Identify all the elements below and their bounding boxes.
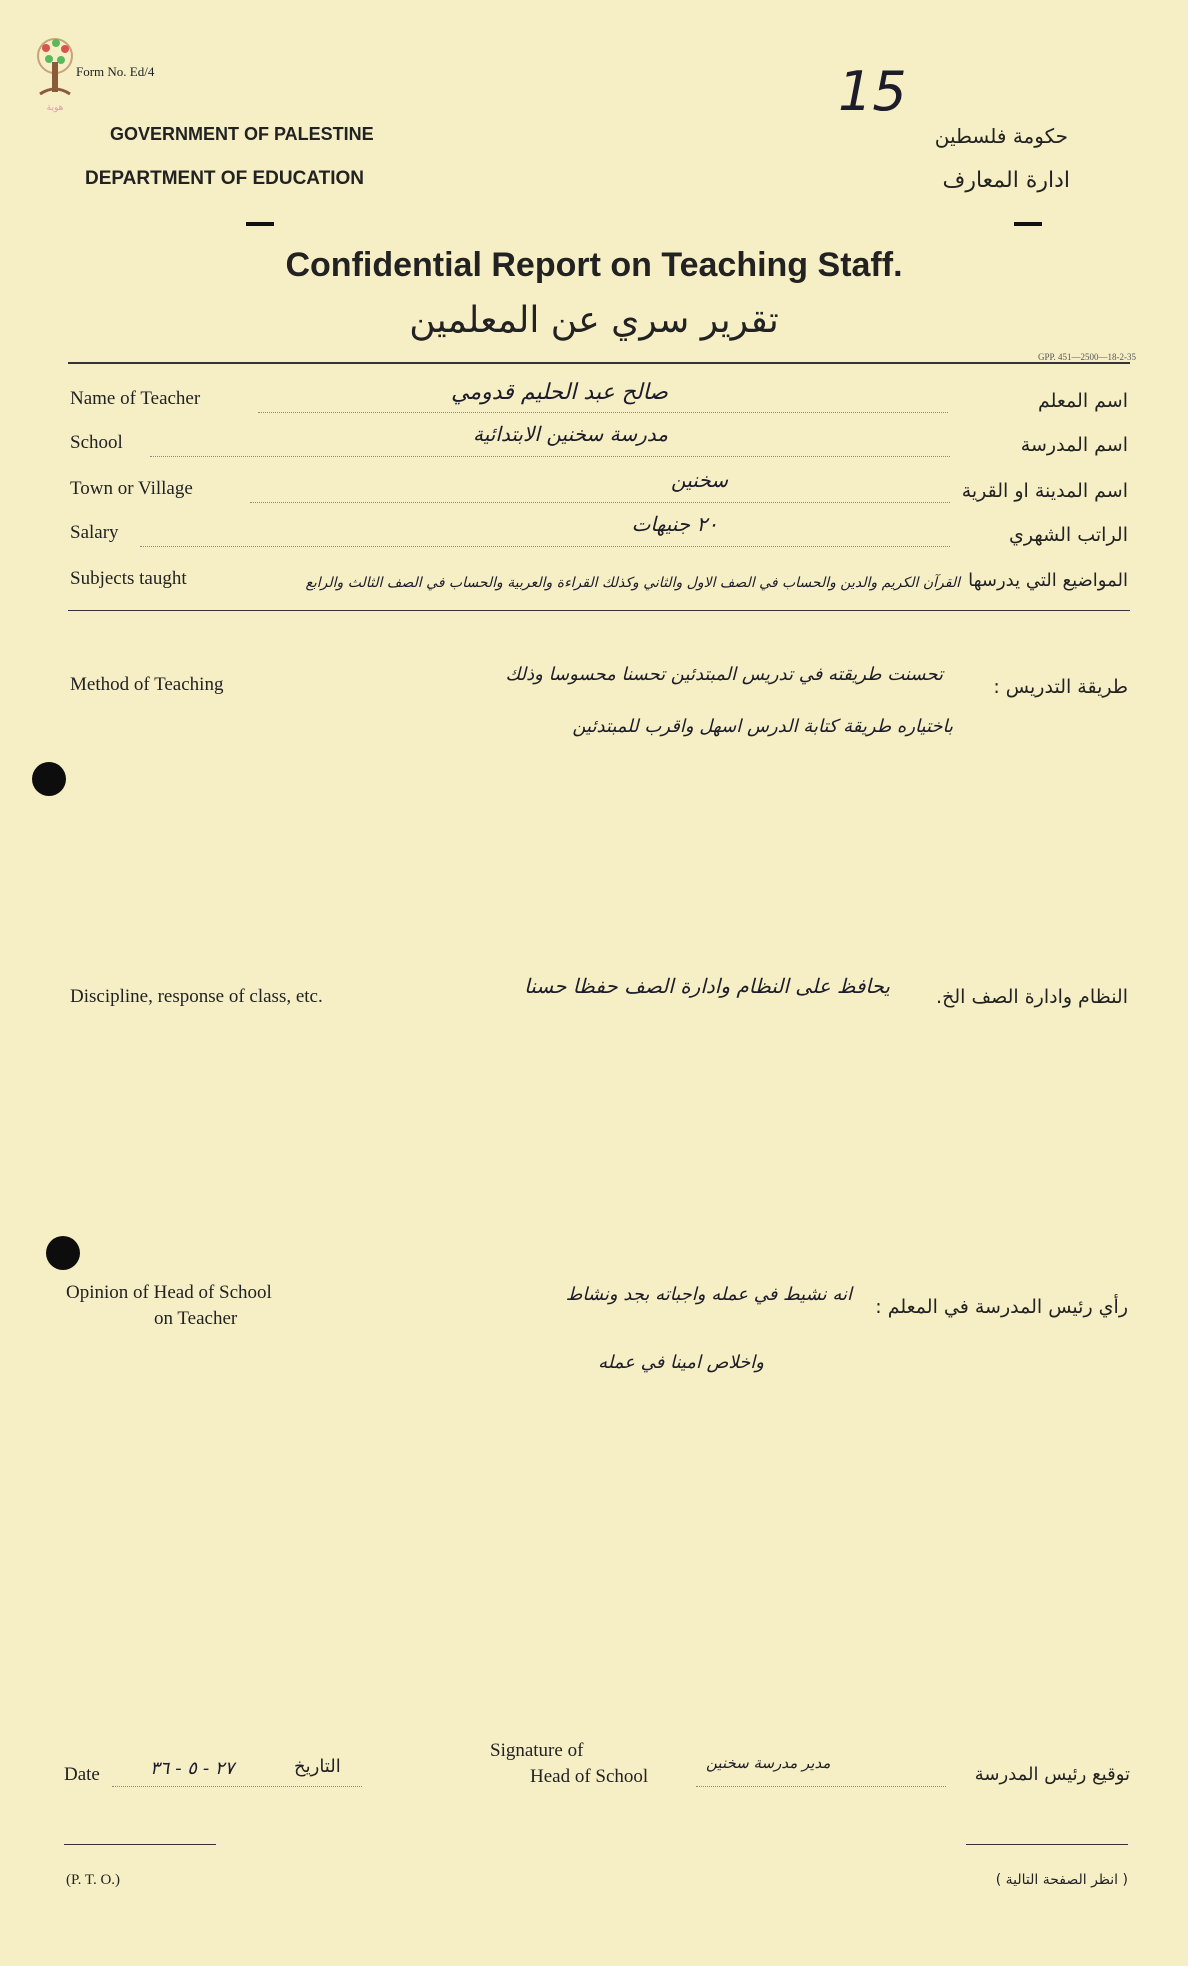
punch-hole <box>46 1236 80 1270</box>
department-heading-ar: ادارة المعارف <box>942 168 1070 193</box>
teacher-name-value: صالح عبد الحليم قدومي <box>451 380 668 405</box>
label-discipline: Discipline, response of class, etc. <box>70 986 323 1007</box>
dotted-line <box>258 412 948 413</box>
footer-rule-right <box>966 1844 1128 1845</box>
government-heading: GOVERNMENT OF PALESTINE <box>110 124 374 144</box>
discipline-value: يحافظ على النظام وادارة الصف حفظا حسنا <box>524 974 890 998</box>
dotted-line <box>696 1786 946 1787</box>
page-number: 15 <box>838 60 907 123</box>
punch-hole <box>32 762 66 796</box>
label-name-of-teacher: Name of Teacher <box>70 388 201 409</box>
pto-note: (P. T. O.) <box>66 1872 121 1888</box>
divider-mark-right <box>1014 222 1042 226</box>
date-value: ٢٧ - ٥ - ٣٦ <box>150 1758 235 1779</box>
dotted-line <box>140 546 950 547</box>
label-salary: Salary <box>70 522 119 543</box>
dotted-line <box>112 1786 362 1787</box>
subjects-value: القرآن الكريم والدين والحساب في الصف الاول والثاني وكذلك القراءة والعربية والحساب في الصف الثالث والرابع <box>305 575 960 591</box>
report-title: Confidential Report on Teaching Staff. <box>285 246 903 284</box>
report-title-ar: تقرير سري عن المعلمين <box>409 300 779 341</box>
label-name-of-teacher-ar: اسم المعلم <box>1037 390 1128 412</box>
fields-rule <box>68 610 1130 611</box>
dotted-line <box>150 456 950 457</box>
opinion-value-line2: واخلاص امينا في عمله <box>598 1352 764 1373</box>
town-value: سخنين <box>671 468 728 492</box>
pto-note-ar: ( انظر الصفحة التالية ) <box>995 1872 1128 1888</box>
label-method-of-teaching-ar: طريقة التدريس : <box>993 676 1128 698</box>
government-heading-ar: حكومة فلسطين <box>934 124 1068 148</box>
label-school: School <box>70 432 123 453</box>
label-opinion-line1: Opinion of Head of School <box>66 1282 272 1303</box>
label-opinion-ar: رأي رئيس المدرسة في المعلم : <box>875 1296 1128 1318</box>
form-number: Form No. Ed/4 <box>76 64 155 79</box>
signature-value: مدير مدرسة سخنين <box>706 1754 831 1772</box>
salary-value: ٢٠ جنيهات <box>631 512 718 536</box>
label-signature-line2: Head of School <box>530 1766 649 1787</box>
school-value: مدرسة سخنين الابتدائية <box>473 422 668 446</box>
label-signature-ar: توقيع رئيس المدرسة <box>974 1764 1130 1785</box>
label-discipline-ar: النظام وادارة الصف الخ. <box>936 986 1128 1008</box>
method-value-line1: تحسنت طريقته في تدريس المبتدئين تحسنا محسوسا وذلك <box>505 664 943 685</box>
label-subjects-taught-ar: المواضيع التي يدرسها <box>968 570 1128 591</box>
label-subjects-taught: Subjects taught <box>70 568 187 589</box>
label-school-ar: اسم المدرسة <box>1020 434 1128 456</box>
department-heading: DEPARTMENT OF EDUCATION <box>85 168 365 189</box>
method-value-line2: باختياره طريقة كتابة الدرس اسهل واقرب للمبتدئين <box>572 716 953 737</box>
svg-text:هوية: هوية <box>46 103 64 113</box>
divider-mark-left <box>246 222 274 226</box>
label-method-of-teaching: Method of Teaching <box>70 674 224 695</box>
label-town-or-village: Town or Village <box>70 478 193 499</box>
footer-rule-left <box>64 1844 216 1845</box>
opinion-value-line1: انه نشيط في عمله واجباته بجد ونشاط <box>565 1284 852 1305</box>
label-signature-line1: Signature of <box>490 1740 584 1761</box>
print-code: GPP. 451—2500—18-2-35 <box>1037 352 1136 362</box>
dotted-line <box>250 502 950 503</box>
header-rule <box>68 362 1130 364</box>
label-opinion-line2: on Teacher <box>154 1308 238 1329</box>
label-town-or-village-ar: اسم المدينة او القرية <box>961 480 1128 502</box>
label-salary-ar: الراتب الشهري <box>1009 524 1128 546</box>
label-date-ar: التاريخ <box>294 1756 341 1777</box>
label-date: Date <box>64 1764 100 1785</box>
